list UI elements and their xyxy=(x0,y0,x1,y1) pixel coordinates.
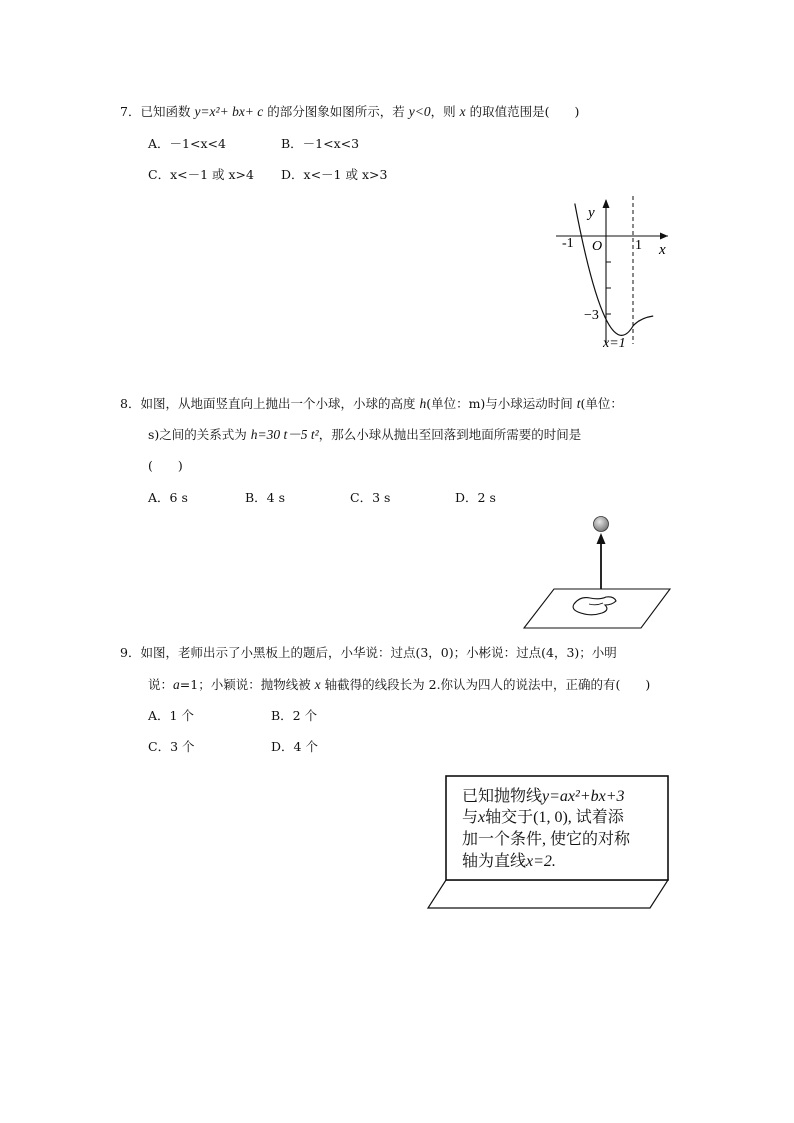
board-line2 xyxy=(462,808,624,828)
q7-stem-suffix: 的取值范围是( ) xyxy=(465,104,580,119)
q9-stem-line1: 9．如图，老师出示了小黑板上的题后，小华说：过点(3，0)；小彬说：过点(4，3)；小明 xyxy=(120,645,617,660)
q7-stem-mid2: ，则 xyxy=(430,104,460,119)
q7-label-x: x xyxy=(659,242,666,258)
board-line1-formula: y=ax²+bx+3 xyxy=(542,788,625,805)
q9-stem-a: a xyxy=(173,677,180,692)
q9-stem-line2-a: 说： xyxy=(148,677,174,692)
q8-stem-line1-b: (单位：m)与小球运动时间 xyxy=(426,396,577,411)
q8-option-d[interactable]: D．2 s xyxy=(455,490,496,505)
q8-stem-line2-a: s)之间的关系式为 xyxy=(148,427,251,442)
q8-stem-t: t xyxy=(576,396,581,411)
q8-stem-line1-c: (单位： xyxy=(580,396,623,411)
q7-option-b[interactable]: B．－1<x<3 xyxy=(281,136,360,151)
q9-option-c[interactable]: C．3 个 xyxy=(148,739,195,754)
q8-option-c[interactable]: C．3 s xyxy=(350,490,391,505)
board-line2-b: 轴交于(1, 0), 试着添 xyxy=(485,809,624,826)
q7-stem-mid: 的部分图象如图所示，若 xyxy=(263,104,409,119)
q9-option-b[interactable]: B．2 个 xyxy=(271,708,318,723)
q9-stem-line2-c: 轴截得的线段长为 2.你认为四人的说法中，正确的有( ) xyxy=(320,677,651,692)
q9-stem-line2-b: =1；小颖说：抛物线被 xyxy=(179,677,315,692)
q8-stem-line3: ( ) xyxy=(148,458,183,473)
board-line1-a: 已知抛物线 xyxy=(462,788,543,805)
q9-option-d[interactable]: D．4 个 xyxy=(271,739,318,754)
q7-label-neg1: -1 xyxy=(562,236,574,251)
q8-stem-line1-a: 8．如图，从地面竖直向上抛出一个小球，小球的高度 xyxy=(120,396,420,411)
q7-label-1: 1 xyxy=(635,238,642,253)
board-line4 xyxy=(462,852,556,872)
q7-option-d[interactable]: D．x<－1 或 x>3 xyxy=(281,167,388,182)
q8-option-a[interactable]: A．6 s xyxy=(148,490,188,505)
board-line4-a: 轴为直线 xyxy=(462,853,527,870)
q8-option-b[interactable]: B．4 s xyxy=(245,490,286,505)
q7-stem-cond: y<0 xyxy=(408,104,431,119)
board-line4-formula: x=2. xyxy=(526,853,556,870)
q8-stem-line2-b: ，那么小球从抛出至回落到地面所需要的时间是 xyxy=(318,427,582,442)
q7-label-o: O xyxy=(592,239,603,254)
board-stand xyxy=(428,880,668,908)
q7-stem-formula: y=x²+ bx+ c xyxy=(194,104,264,119)
q8-stem-h: h xyxy=(419,396,427,411)
q7-label-axis: x=1 xyxy=(603,336,626,351)
q7-stem-prefix: 7．已知函数 xyxy=(120,104,195,119)
board-line1 xyxy=(462,787,625,807)
q7-option-c[interactable]: C．x<－1 或 x>4 xyxy=(148,167,254,182)
q7-label-neg3: −3 xyxy=(584,308,599,323)
q7-option-a[interactable]: A．－1<x<4 xyxy=(148,136,226,151)
board-line2-x: x xyxy=(478,809,486,826)
board-line3: 加一个条件, 使它的对称 xyxy=(462,831,631,848)
q8-stem-formula: h=30 t－5 t² xyxy=(250,427,319,442)
q9-option-a[interactable]: A．1 个 xyxy=(148,708,194,723)
board-line2-a: 与 xyxy=(462,809,479,826)
q7-label-y: y xyxy=(588,205,595,221)
q7-stem-var: x xyxy=(459,104,466,119)
q9-stem-x: x xyxy=(314,677,321,692)
